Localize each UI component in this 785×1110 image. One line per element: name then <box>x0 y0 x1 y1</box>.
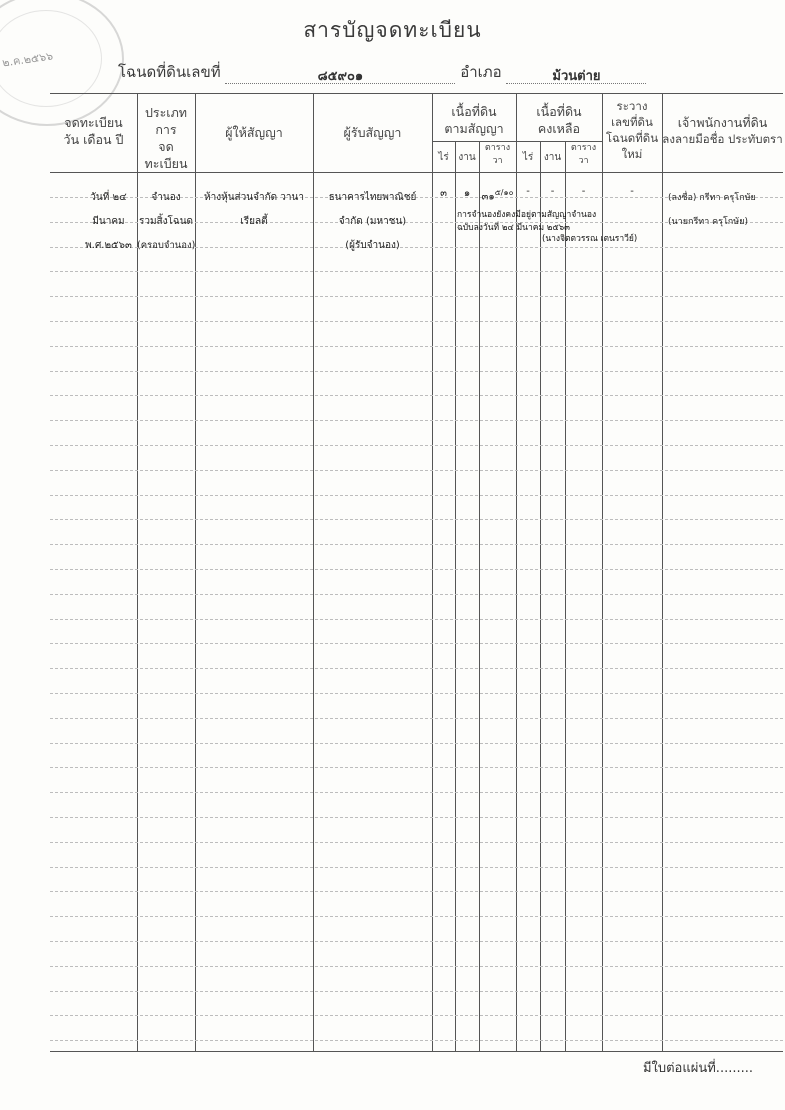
entry-ngan: ๑ <box>463 188 471 199</box>
header-receiver: ผู้รับสัญญา <box>343 125 402 140</box>
row-rule <box>50 891 783 892</box>
row-rule <box>50 792 783 793</box>
row-rule <box>50 519 783 520</box>
row-rule <box>50 271 783 272</box>
header-area-contract: เนื้อที่ดิน ตามสัญญา <box>444 104 504 136</box>
row-rule <box>50 594 783 595</box>
subheader-ngan: งาน <box>458 152 476 163</box>
col-subdivider <box>540 141 541 1051</box>
header-officer: เจ้าพนักงานที่ดิน ลงลายมือชื่อ ประทับตรา <box>662 115 783 146</box>
entry-officer: (ลงชื่อ) กรีทา ครุโกษัย (นายกรีทา ครุโกษัย) <box>668 193 756 227</box>
entry-receiver: ธนาคารไทยพาณิชย์ จำกัด (มหาชน) (ผู้รับจำนอง) <box>328 192 417 251</box>
entry-note-line1: การจำนองยังคงมีอยู่ตามสัญญาจำนอง <box>457 210 597 220</box>
entry-rem-ngan: - <box>550 186 555 197</box>
row-rule <box>50 718 783 719</box>
row-rule <box>50 569 783 570</box>
row-rule <box>50 941 783 942</box>
col-divider <box>662 93 663 1051</box>
row-rule <box>50 346 783 347</box>
entry-giver: ห้างหุ้นส่วนจำกัด วานา เรียลตี้ <box>204 192 304 227</box>
subheader-rem-rai: ไร่ <box>522 152 534 163</box>
entry-rem-rai: - <box>526 186 530 197</box>
row-rule <box>50 916 783 917</box>
deed-number: ๘๕๙๐๑ <box>317 69 364 84</box>
entry-note-line2: ฉบับลงวันที่ ๒๔ มีนาคม ๒๕๖๓ <box>457 223 570 233</box>
row-rule <box>50 420 783 421</box>
row-rule <box>50 619 783 620</box>
row-rule <box>50 668 783 669</box>
header-survey: ระวาง เลขที่ดิน โฉนดที่ดิน ใหม่ <box>605 99 659 161</box>
continuation-sheet-note: มีใบต่อแผ่นที่......... <box>642 1061 753 1076</box>
row-rule <box>50 371 783 372</box>
district-value: ม้วนต่าย <box>552 69 601 84</box>
row-rule <box>50 643 783 644</box>
subheader-wa: ตาราง วา <box>484 143 511 166</box>
row-rule <box>50 470 783 471</box>
stamp-text: ๒.ค.๒๕๖๖ <box>1 49 54 70</box>
table-top-border <box>50 93 783 94</box>
col-divider <box>432 93 433 1051</box>
deed-label: โฉนดที่ดินเลขที่ <box>118 63 221 81</box>
table-bottom-border <box>50 1051 783 1052</box>
entry-note-sign: (นางจิตตวรรณ เตนราวีย์) <box>542 234 638 244</box>
header-reg-date: จดทะเบียน วัน เดือน ปี <box>63 115 124 147</box>
row-rule <box>50 743 783 744</box>
row-rule <box>50 445 783 446</box>
row-rule <box>50 544 783 545</box>
col-divider <box>516 93 517 1051</box>
entry-type: จำนอง รวมสิ้งโฉนด (ครอบจำนอง) <box>137 192 196 251</box>
subheader-rem-wa: ตาราง วา <box>570 143 597 166</box>
table-header-bottom-border <box>50 172 783 173</box>
entry-rai: ๓ <box>440 188 447 199</box>
district-label: อำเภอ <box>460 63 502 81</box>
header-giver: ผู้ให้สัญญา <box>225 125 283 140</box>
col-divider <box>195 93 196 1051</box>
row-rule <box>50 966 783 967</box>
row-rule <box>50 767 783 768</box>
col-subdivider <box>455 141 456 1051</box>
row-rule <box>50 296 783 297</box>
subheader-rai: ไร่ <box>438 152 449 163</box>
col-subdivider <box>479 141 480 1051</box>
subheader-rem-ngan: งาน <box>543 152 562 163</box>
deed-line <box>118 60 646 84</box>
row-rule <box>50 842 783 843</box>
header-reg-type: ประเภท การ จดทะเบียน <box>144 105 188 171</box>
col-subdivider <box>565 141 566 1051</box>
header-area-remaining: เนื้อที่ดิน คงเหลือ <box>536 104 582 136</box>
entry-rem-wa: - <box>581 186 586 197</box>
row-rule <box>50 495 783 496</box>
page-title: สารบัญจดทะเบียน <box>303 18 482 42</box>
row-rule <box>50 693 783 694</box>
row-rule <box>50 321 783 322</box>
row-rule <box>50 1040 783 1041</box>
row-rule <box>50 817 783 818</box>
district-field <box>506 65 646 84</box>
deed-number-field <box>225 65 455 84</box>
row-rule <box>50 867 783 868</box>
entry-wa: ๓๑$^{๕/๑๐}$ <box>481 188 514 203</box>
row-rule <box>50 395 783 396</box>
entry-survey: - <box>630 186 634 197</box>
row-rule <box>50 1015 783 1016</box>
entry-date: วันที่ ๒๔ มีนาคม พ.ศ.๒๕๖๓ <box>85 192 132 251</box>
row-rule <box>50 991 783 992</box>
